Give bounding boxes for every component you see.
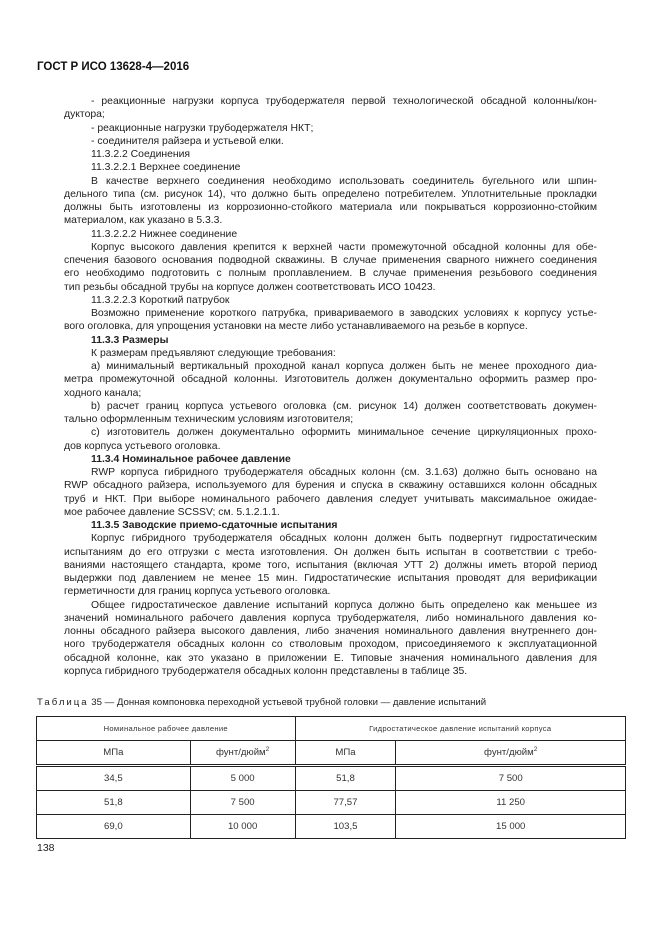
- text-line: материалом, как указано в 5.3.3.: [64, 215, 223, 227]
- table-group-header-row: [37, 717, 626, 741]
- text-line: - соединителя райзера и устьевой елки.: [91, 135, 284, 147]
- paragraph: [64, 228, 597, 241]
- text-line: дов корпуса устьевого оголовка.: [64, 440, 221, 452]
- text-line: Корпус гибридного трубодержателя обсадных колонн должен быть подвергнут гидростатическим: [91, 533, 597, 545]
- text-line: Корпус высокого давления крепится к верхней части промежуточной обсадной колонны для обе-: [91, 241, 597, 253]
- table-caption: [37, 697, 486, 708]
- text-line: RWP обсадного райзера, используемого для бурения и спуска в скважину оставшихся колонн обсадных: [64, 480, 597, 492]
- text-line: дельного типа (см. рисунок 14), что должно быть определено потребителем. Уплотнительные прокладки: [64, 188, 597, 200]
- table-row: [37, 791, 626, 815]
- text-line: RWP корпуса гибридного трубодержателя обсадных колонн (см. 3.1.63) должно быть основано на: [91, 467, 597, 478]
- text-line: 11.3.2.2 Соединения: [91, 149, 191, 160]
- text-line: спечения базового основания подводной скважины. В случае применения сварного нижнего соединения: [64, 255, 597, 266]
- table-row: [37, 815, 626, 839]
- unit-header: МПа: [37, 741, 191, 766]
- unit-sup: 2: [533, 746, 538, 754]
- table-cell: 7 500: [190, 791, 295, 815]
- text-line: его необходимо подготовить с полным проплавлением. В случае применения резьбового соединения: [64, 268, 597, 280]
- text-line: метра промежуточной обсадной колонны. Изготовитель должен документально оформить размер про-: [64, 374, 597, 386]
- text-line: В качестве верхнего соединения необходимо использовать соединитель бугельного или шпин-: [91, 175, 597, 187]
- text-line: ваниями настоящего стандарта, кроме того, испытания (включая УТТ 2) должны иметь второй период: [64, 559, 597, 571]
- text-line: мое рабочее давление SCSSV; см. 5.1.2.1.1.: [64, 506, 280, 518]
- text-line: испытаниям до его отгрузки с места изготовления. Он должен быть испытан в соответствии с требо-: [64, 546, 597, 558]
- text-line: дуктора;: [64, 109, 105, 121]
- text-line: b) расчет границ корпуса устьевого оголовка (см. рисунок 14) должен соответствовать докумен-: [91, 400, 598, 412]
- paragraph: [64, 135, 597, 148]
- pressure-table: [36, 716, 626, 839]
- table-cell: 77,57: [295, 791, 396, 815]
- text-line: Общее гидростатическое давление испытаний корпуса должно быть определено как меньшее из: [91, 599, 597, 611]
- text-line: вого оголовка, для упрощения установки на месте либо устанавливаемого на резьбе в корпусе.: [64, 321, 528, 333]
- paragraph: [64, 599, 597, 679]
- text-line: герметичности для границ корпуса устьевого оголовка.: [64, 586, 331, 598]
- paragraph: [64, 532, 597, 598]
- header-nominal-pressure: Номинальное рабочее давление: [37, 717, 296, 741]
- paragraph: [64, 347, 597, 360]
- text-line: - реакционные нагрузки корпуса трубодержателя первой технологической обсадной колонны/кон-: [91, 96, 597, 107]
- table-cell: 15 000: [396, 815, 626, 839]
- paragraph: [64, 294, 597, 307]
- section-heading: [64, 334, 597, 347]
- text-line: ного трубодержателя обсадных колонн со стволовым проходом, присоединяемого к эксплуатационной: [64, 639, 597, 651]
- table-cell: 10 000: [190, 815, 295, 839]
- paragraph: [64, 307, 597, 334]
- document-body: [64, 95, 597, 678]
- unit-header: МПа: [295, 741, 396, 766]
- table-unit-header-row: [37, 741, 626, 766]
- paragraph: [64, 241, 597, 294]
- table-cell: 51,8: [295, 766, 396, 791]
- table-row: [37, 766, 626, 791]
- table-caption-label: Таблица: [37, 697, 89, 708]
- paragraph: [64, 400, 597, 427]
- header-test-pressure: Гидростатическое давление испытаний корпуса: [295, 717, 625, 741]
- paragraph: [64, 161, 597, 174]
- paragraph: [64, 175, 597, 228]
- text-line: 11.3.2.2.2 Нижнее соединение: [91, 228, 238, 240]
- table-cell: 51,8: [37, 791, 191, 815]
- unit-header: [190, 741, 295, 766]
- text-line: a) минимальный вертикальный проходной канал корпуса должен быть не менее проходного диа-: [91, 361, 597, 372]
- text-line: значений номинального рабочего давления корпуса трубодержателя, либо номинального давления ко-: [64, 612, 597, 624]
- paragraph: [64, 466, 597, 519]
- paragraph: [64, 95, 597, 122]
- table-caption-text: 35 — Донная компоновка переходной устьевой трубной головки — давление испытаний: [88, 697, 487, 708]
- paragraph: [64, 122, 597, 135]
- unit-header: [396, 741, 626, 766]
- text-line: c) изготовитель должен документально оформить минимальное сечение циркуляционных прохо-: [91, 427, 597, 439]
- unit-label: фунт/дюйм: [484, 747, 534, 759]
- table-cell: 11 250: [396, 791, 626, 815]
- table-cell: 69,0: [37, 815, 191, 839]
- table-cell: 5 000: [190, 766, 295, 791]
- table-cell: 7 500: [396, 766, 626, 791]
- text-line: 11.3.4 Номинальное рабочее давление: [91, 453, 291, 465]
- text-line: обсадной колонне, как это указано в приложении Е. Типовые значения номинального давления для: [64, 652, 597, 664]
- text-line: 11.3.5 Заводские приемо-сдаточные испытания: [91, 520, 338, 531]
- text-line: К размерам предъявляют следующие требования:: [91, 347, 336, 359]
- page-number: 138: [37, 842, 55, 854]
- text-line: тип резьбы обсадной трубы на корпусе должен соответствовать ИСО 10423.: [64, 281, 436, 293]
- unit-sup: 2: [265, 746, 270, 754]
- text-line: ходного канала;: [64, 387, 142, 399]
- text-line: 11.3.3 Размеры: [91, 334, 169, 346]
- section-heading: [64, 519, 597, 532]
- table-cell: 34,5: [37, 766, 191, 791]
- text-line: - реакционные нагрузки трубодержателя НКТ;: [91, 122, 314, 134]
- text-line: должны быть изготовлены из коррозионно-стойкого материала или покрываться коррозионно-стойким: [64, 202, 597, 213]
- text-line: выдержки под давлением не менее 15 мин. Гидростатические испытания проводят для верификации: [64, 573, 597, 584]
- section-heading: [64, 453, 597, 466]
- unit-label: фунт/дюйм: [215, 747, 266, 759]
- text-line: труб и НКТ. При выборе номинального рабочего давления следует учитывать максимальное ожидае-: [64, 493, 597, 505]
- text-line: лонны обсадного райзера высокого давления, либо значения номинального давления внутреннего дон-: [64, 626, 597, 637]
- paragraph: [64, 360, 597, 400]
- table-cell: 103,5: [295, 815, 396, 839]
- document-header: ГОСТ Р ИСО 13628-4—2016: [37, 61, 190, 73]
- text-line: Возможно применение короткого патрубка, привариваемого в заводских условиях к корпусу устье-: [91, 308, 597, 319]
- text-line: корпуса гибридного трубодержателя обсадных колонн представлены в таблице 35.: [64, 665, 468, 677]
- text-line: 11.3.2.2.1 Верхнее соединение: [91, 162, 241, 174]
- text-line: 11.3.2.2.3 Короткий патрубок: [91, 294, 230, 306]
- text-line: тально оформленным техническим условиям изготовителя;: [64, 414, 354, 425]
- paragraph: [64, 426, 597, 453]
- paragraph: [64, 148, 597, 161]
